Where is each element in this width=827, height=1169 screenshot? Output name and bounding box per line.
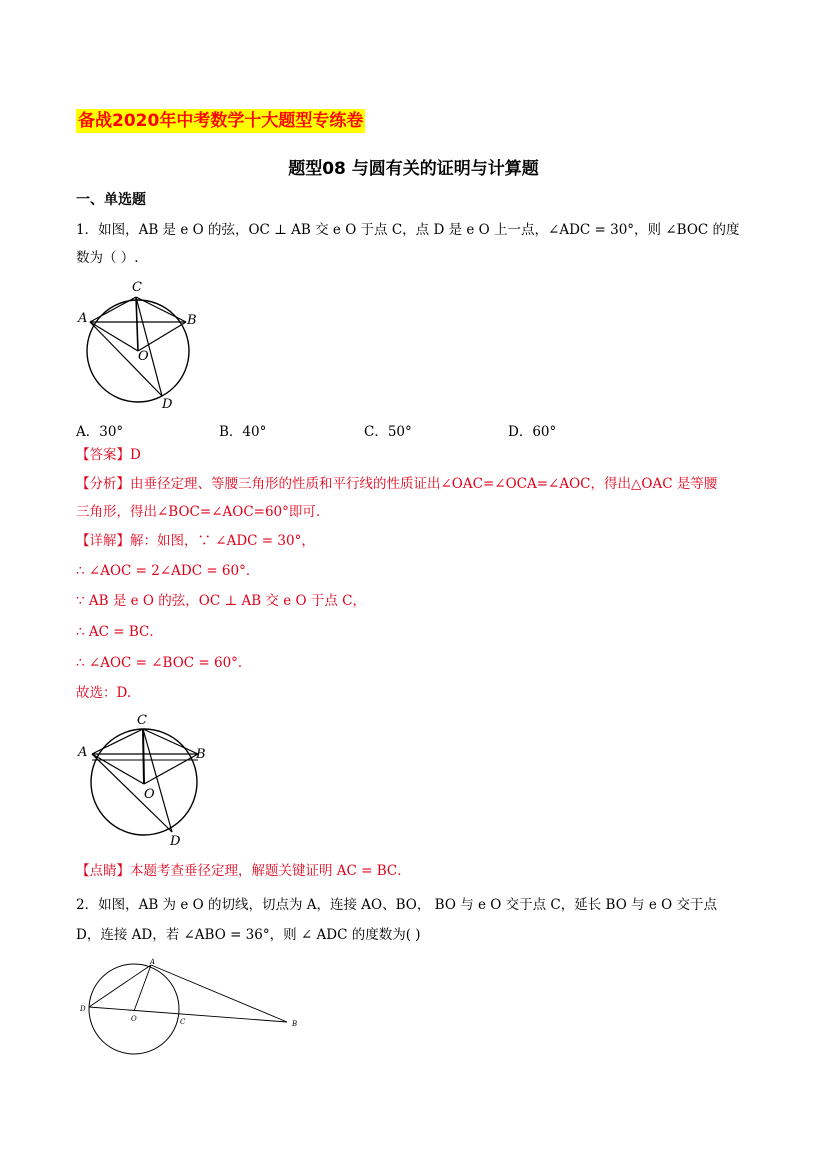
q2-segment-ad <box>89 965 151 1007</box>
q1-detail-line4: ∴ AC = BC． <box>76 624 163 640</box>
q2-circle <box>89 964 179 1054</box>
q2-figure <box>74 955 314 1060</box>
q1s-label-d: D <box>170 834 181 848</box>
q1-label-b: B <box>187 313 197 328</box>
q1-label-o: O <box>138 349 149 364</box>
q1-stem-line2: 数为（ ）. <box>76 250 139 266</box>
q1-segment-ac <box>90 297 136 322</box>
q1-analysis-line1: 【分析】由垂径定理、等腰三角形的性质和平行线的性质证出∠OAC=∠OCA=∠AOC，得出△OAC 是等腰 <box>76 476 718 492</box>
q1-detail-line1: 【详解】解：如图，∵ ∠ADC = 30°， <box>76 533 315 549</box>
q1s-label-o: O <box>144 787 155 802</box>
q1-figure <box>74 278 209 413</box>
q1-analysis-line2: 三角形，得出∠BOC=∠AOC=60°即可. <box>76 504 321 520</box>
q1-stem-line1: 1．如图，AB 是 e O 的弦，OC ⊥ AB 交 e O 于点 C，点 D 是 e O 上一点，∠ADC = 30°，则 ∠BOC 的度 <box>76 222 740 238</box>
q2-stem-line2: D，连接 AD，若 ∠ABO = 36°，则 ∠ ADC 的度数为( ) <box>76 927 421 943</box>
q1-label-a: A <box>78 311 88 326</box>
q2-label-b: B <box>292 1020 298 1028</box>
q1-option-b: B．40° <box>219 424 267 440</box>
q1-segment-bo <box>138 322 186 351</box>
banner-title: 备战2020年中考数学十大题型专练卷 <box>78 111 364 131</box>
q1-detail-line3: ∵ AB 是 e O 的弦，OC ⊥ AB 交 e O 于点 C， <box>76 593 366 609</box>
q1s-segment-cd <box>143 729 172 832</box>
q1-label-c: C <box>132 280 142 295</box>
q1-option-c: C．50° <box>364 424 412 440</box>
q2-label-a: A <box>150 958 156 966</box>
section-heading: 一、单选题 <box>76 192 146 208</box>
q1s-segment-ad <box>92 754 172 832</box>
q1s-label-b: B <box>196 747 206 762</box>
q1-label-d: D <box>162 397 173 412</box>
q1-detail-line5: ∴ ∠AOC = ∠BOC = 60°． <box>76 655 252 671</box>
q1-detail-line6: 故选：D. <box>76 685 132 701</box>
q2-stem-line1: 2．如图，AB 为 e O 的切线，切点为 A，连接 AO、BO， BO 与 e O 交于点 C，延长 BO 与 e O 交于点 <box>76 897 717 913</box>
q1-answer: 【答案】D <box>76 447 141 463</box>
q1s-segment-bo <box>144 754 198 784</box>
q1s-segment-bc <box>143 729 198 754</box>
q1s-segment-oc <box>143 729 144 784</box>
q1-option-d: D．60° <box>508 424 557 440</box>
q1-solution-figure <box>74 708 214 848</box>
q1-option-a: A．30° <box>76 424 124 440</box>
q1-detail-line2: ∴ ∠AOC = 2∠ADC = 60°． <box>76 563 260 579</box>
q1-segment-cd <box>136 297 162 396</box>
q1s-label-a: A <box>78 745 88 760</box>
q1-tip: 【点睛】本题考查垂径定理，解题关键证明 AC = BC． <box>76 863 411 879</box>
q2-label-d: D <box>80 1005 86 1013</box>
q2-label-c: C <box>180 1018 186 1026</box>
q2-segment-ao <box>134 965 151 1011</box>
page-title: 题型08 与圆有关的证明与计算题 <box>288 159 539 179</box>
q2-label-o: O <box>131 1015 137 1023</box>
q1-segment-bc <box>136 297 186 322</box>
q1s-label-c: C <box>137 713 147 728</box>
q1s-segment-ac <box>92 729 143 754</box>
